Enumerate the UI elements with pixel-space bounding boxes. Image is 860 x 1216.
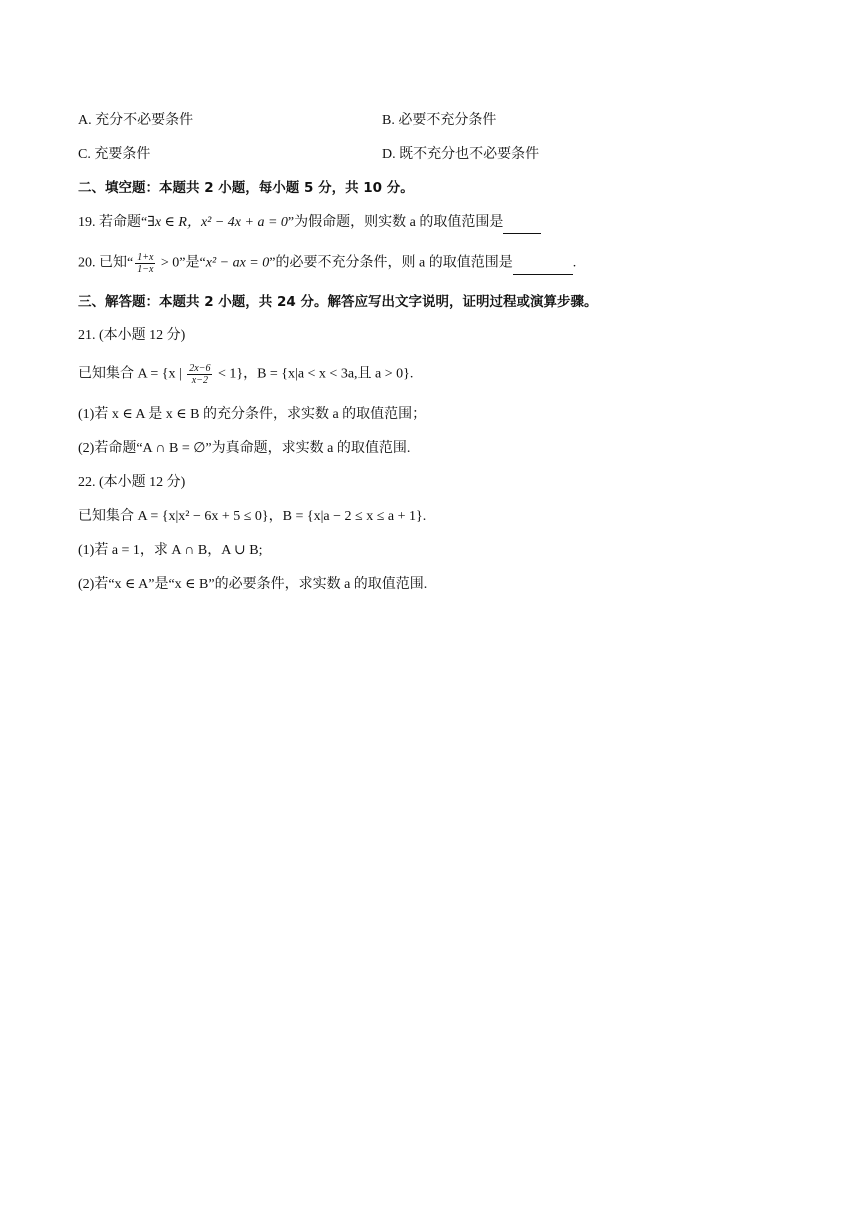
- question-20: [78, 252, 576, 275]
- q22-title: 22. (本小题 12 分): [78, 475, 186, 490]
- option-c: C. 充要条件: [78, 147, 151, 162]
- q21-set-prefix: 已知集合 A = {x |: [78, 366, 186, 382]
- section3-header: 三、解答题：本题共 2 小题，共 24 分。解答应写出文字说明，证明过程或演算步骤。: [78, 294, 598, 310]
- q21-fraction: [187, 363, 212, 386]
- q21-frac-denominator: x−2: [191, 375, 208, 386]
- q19-prefix: 19. 若命题“: [78, 215, 148, 230]
- q20-math: x² − ax = 0: [205, 255, 270, 271]
- question-19: [78, 213, 541, 234]
- q20-frac-numerator: 1+x: [137, 252, 154, 263]
- q20-frac-denominator: 1−x: [137, 264, 154, 275]
- q21-sets: [78, 363, 413, 386]
- q21-part2: (2)若命题“A ∩ B = ∅”为真命题，求实数 a 的取值范围.: [78, 441, 411, 456]
- q19-math: ∃x ∈ R，x² − 4x + a = 0: [147, 215, 288, 230]
- answer-blank-20[interactable]: [513, 254, 573, 275]
- q22-part2: (2)若“x ∈ A”是“x ∈ B”的必要条件，求实数 a 的取值范围.: [78, 577, 428, 592]
- q20-suffix: ”的必要不充分条件，则 a 的取值范围是: [269, 255, 513, 271]
- option-d: D. 既不充分也不必要条件: [382, 147, 540, 162]
- section2-header: 二、填空题：本题共 2 小题，每小题 5 分，共 10 分。: [78, 180, 414, 196]
- q20-fraction: [135, 252, 155, 275]
- answer-blank-19[interactable]: [503, 213, 541, 234]
- option-a: A. 充分不必要条件: [78, 113, 194, 128]
- q22-part1: (1)若 a = 1，求 A ∩ B，A ∪ B;: [78, 543, 263, 558]
- option-b: B. 必要不充分条件: [382, 113, 497, 128]
- q20-end: .: [572, 255, 577, 271]
- q20-gt0: > 0”是“: [157, 255, 206, 271]
- q20-prefix: 20. 已知“: [78, 255, 134, 271]
- q21-set-suffix: < 1}，B = {x|a < x < 3a,且 a > 0}.: [214, 366, 414, 382]
- q21-frac-numerator: 2x−6: [189, 363, 211, 374]
- q21-part1: (1)若 x ∈ A 是 x ∈ B 的充分条件，求实数 a 的取值范围；: [78, 407, 427, 422]
- q21-title: 21. (本小题 12 分): [78, 328, 186, 343]
- q22-sets: 已知集合 A = {x|x² − 6x + 5 ≤ 0}，B = {x|a − 2 ≤ x ≤ a + 1}.: [78, 509, 427, 524]
- q19-suffix: ”为假命题，则实数 a 的取值范围是: [287, 215, 504, 230]
